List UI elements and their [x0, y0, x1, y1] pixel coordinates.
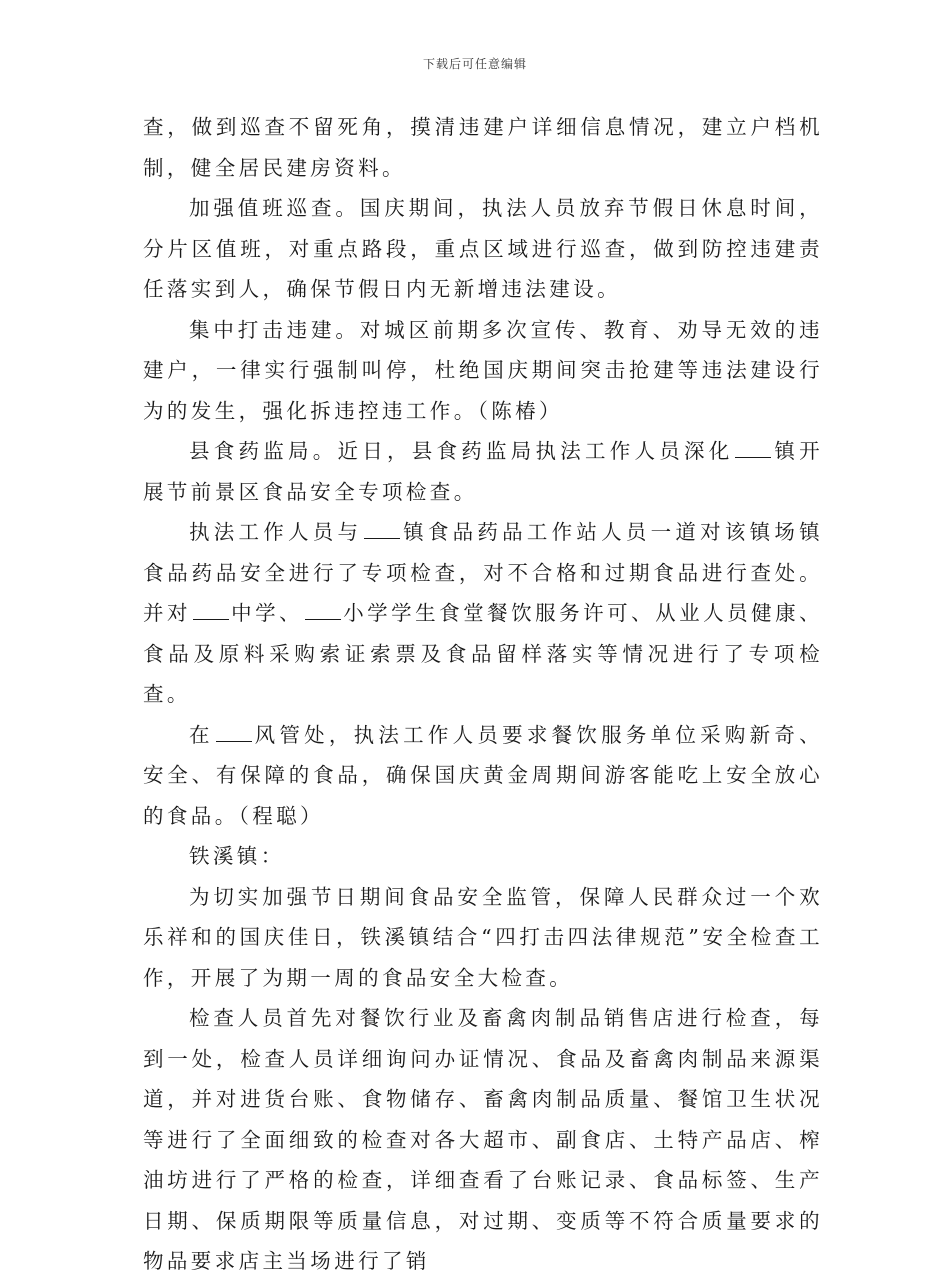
paragraph-text: 镇食品药品工作站人员一道对该镇场镇食品药品安全进行了专项检查，对不合格和过期食品进行查处。并对 [143, 520, 823, 625]
paragraph-text: 集中打击违建。对城区前期多次宣传、教育、劝导无效的违建户，一律实行强制叫停，杜绝国庆期间突击抢建等违法建设行为的发生，强化拆违控违工作。（陈椿） [143, 317, 823, 423]
paragraph-text: 中学、 [231, 601, 304, 625]
paragraph-text: 检查人员首先对餐饮行业及畜禽肉制品销售店进行检查，每到一处，检查人员详细询问办证情况、食品及畜禽肉制品来源渠道，并对进货台账、食物储存、畜禽肉制品质量、餐馆卫生状况等进行了全面细致的检查对各大超市、副食店、土特产品店、榨油坊进行了严格的检查，详细查看了台账记录、食品标签、生产日期、保质期限等质量信息，对过期、变质等不符合质量要求的物品要求店主当场进行了销 [143, 1006, 823, 1273]
paragraph [143, 310, 823, 432]
blank-underline [364, 520, 400, 539]
paragraph-text: 在 [189, 722, 214, 747]
paragraph-text: 为切实加强节日期间食品安全监管，保障人民群众过一个欢乐祥和的国庆佳日，铁溪镇结合“四打击四法律规范”安全检查工作，开展了为期一周的食品安全大检查。 [143, 884, 823, 990]
paragraph-text: 铁溪镇： [189, 844, 285, 868]
paragraph [143, 431, 823, 512]
paragraph [143, 998, 823, 1282]
page-header: 下载后可任意编辑 [422, 57, 527, 71]
paragraph-text: 查，做到巡查不留死角，摸清违建户详细信息情况，建立户档机制，健全居民建房资料。 [143, 115, 823, 180]
paragraph-text: 执法工作人员与 [189, 520, 363, 544]
blank-underline [735, 439, 771, 458]
paragraph-text: 加强值班巡查。国庆期间，执法人员放弃节假日休息时间，分片区值班，对重点路段，重点区域进行巡查，做到防控违建责任落实到人，确保节假日内无新增违法建设。 [143, 196, 823, 301]
blank-underline [305, 601, 341, 620]
paragraph-text: 风管处，执法工作人员要求餐饮服务单位采购新奇、安全、有保障的食品，确保国庆黄金周期间游客能吃上安全放心的食品。（程聪） [143, 722, 823, 828]
paragraph-text: 小学学生食堂餐饮服务许可、从业人员健康、食品及原料采购索证索票及食品留样落实等情况进行了专项检查。 [143, 601, 824, 706]
paragraph [143, 188, 823, 310]
paragraph [143, 877, 823, 999]
paragraph-text: 镇开展节前景区食品安全专项检查。 [143, 439, 823, 504]
paragraph [143, 512, 823, 715]
blank-underline [216, 723, 252, 742]
paragraph [143, 715, 823, 837]
paragraph [143, 836, 823, 877]
paragraph-text: 县食药监局。近日，县食药监局执法工作人员深化 [189, 439, 734, 463]
blank-underline [193, 601, 229, 620]
paragraph [143, 107, 823, 188]
document-body [143, 107, 823, 1282]
